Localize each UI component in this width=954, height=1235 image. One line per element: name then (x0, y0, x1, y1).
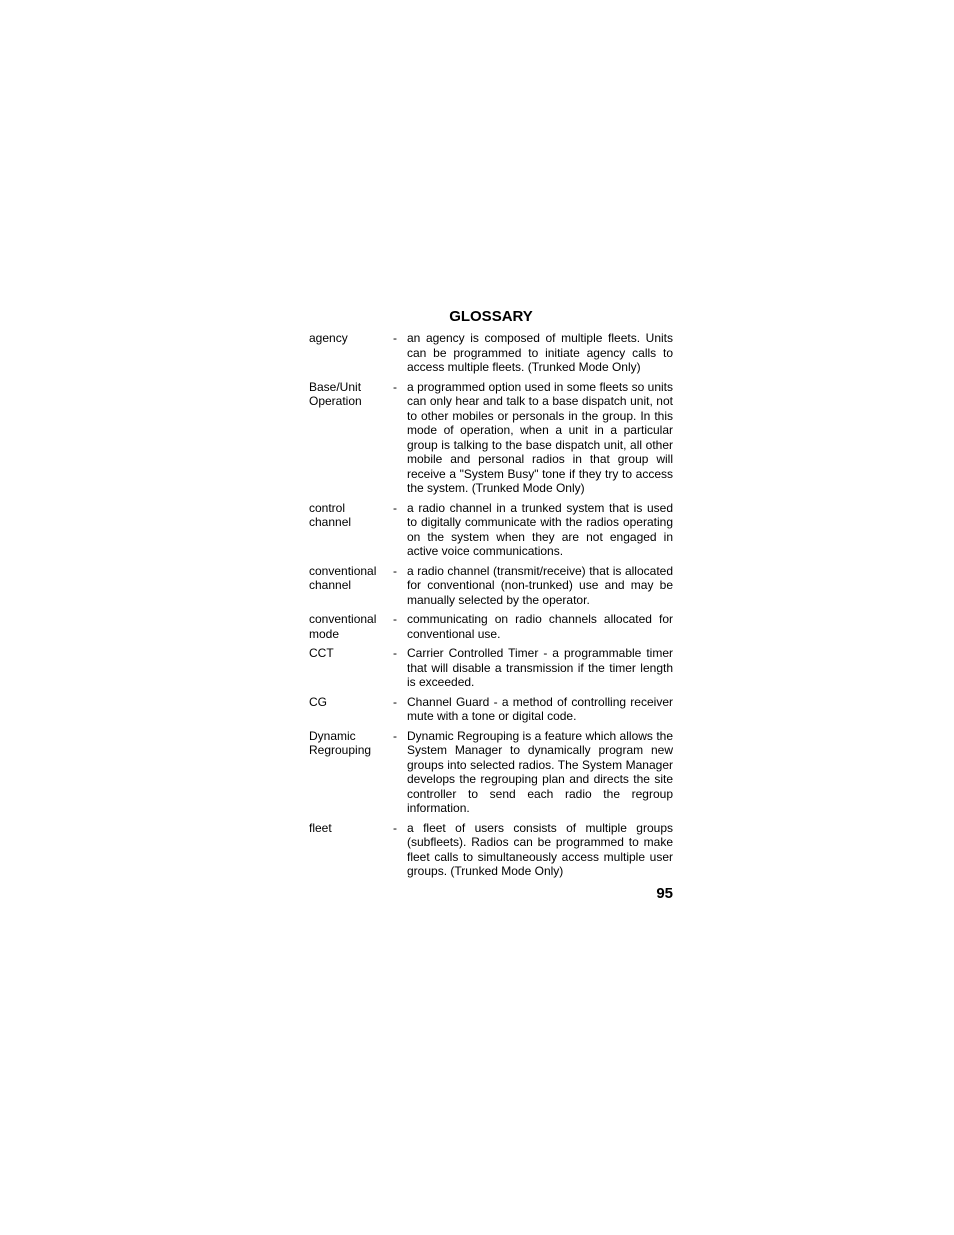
term-separator: - (393, 500, 397, 515)
page-number: 95 (656, 884, 673, 902)
page-title: GLOSSARY (449, 308, 533, 325)
term-separator: - (393, 728, 397, 743)
glossary-definition: Channel Guard - a method of controlling receiver mute with a tone or digital code. (407, 694, 673, 723)
glossary-definition: Carrier Controlled Timer - a programmable timer that will disable a transmission if the timer length is exceeded. (407, 646, 673, 689)
glossary-entry (309, 695, 673, 724)
glossary-definition: a radio channel (transmit/receive) that is allocated for conventional (non-trunked) use and may be manually selected by the operator. (407, 563, 673, 607)
glossary-definition: a programmed option used in some fleets so units can only hear and talk to a base dispatch unit, not to other mobiles or personals in the group. In this mode of operation, when a unit in a particular group is talking to the base dispatch unit, all other mobile and personal radios in that group will receive a "System Busy" tone if they try to access the system. (Trunked Mode Only) (407, 379, 673, 495)
glossary-entry (309, 501, 673, 559)
term-separator: - (393, 331, 397, 345)
glossary-entry (309, 821, 673, 879)
glossary-definition: an agency is composed of multiple fleets. Units can be programmed to initiate agency calls to access multiple fleets. (Trunked Mode Only) (407, 331, 673, 374)
glossary-term: Base/Unit Operation (309, 379, 362, 408)
glossary-term: Dynamic Regrouping (309, 728, 372, 757)
term-separator: - (393, 646, 397, 660)
glossary-entry (309, 729, 673, 816)
glossary-entry (309, 564, 673, 608)
glossary-definition: a radio channel in a trunked system that is used to digitally communicate with the radios operating on the system when they are not engaged in active voice communications. (407, 500, 673, 558)
glossary-definition: communicating on radio channels allocated for conventional use. (407, 612, 673, 641)
term-separator: - (393, 820, 397, 835)
glossary-term: CCT (309, 646, 334, 660)
term-separator: - (393, 379, 397, 394)
glossary-term: conventional channel (309, 563, 377, 592)
glossary-term: agency (309, 331, 348, 345)
term-separator: - (393, 694, 397, 709)
glossary-definition: a fleet of users consists of multiple groups (subfleets). Radios can be programmed to make fleet calls to simultaneously access multiple user groups. (Trunked Mode Only) (407, 820, 673, 878)
term-separator: - (393, 612, 397, 626)
glossary-page (309, 308, 673, 903)
glossary-term: CG (309, 694, 327, 709)
glossary-term: fleet (309, 820, 332, 835)
term-separator: - (393, 563, 397, 578)
glossary-definition: Dynamic Regrouping is a feature which allows the System Manager to dynamically program new groups into selected radios. The System Manager develops the regrouping plan and directs the site controller to send each radio the regroup information. (407, 728, 673, 815)
glossary-entry (309, 646, 673, 690)
glossary-entry (309, 331, 673, 375)
glossary-term: conventional mode (309, 612, 377, 641)
glossary-entry (309, 380, 673, 496)
glossary-term: control channel (309, 500, 352, 529)
glossary-entry (309, 612, 673, 641)
